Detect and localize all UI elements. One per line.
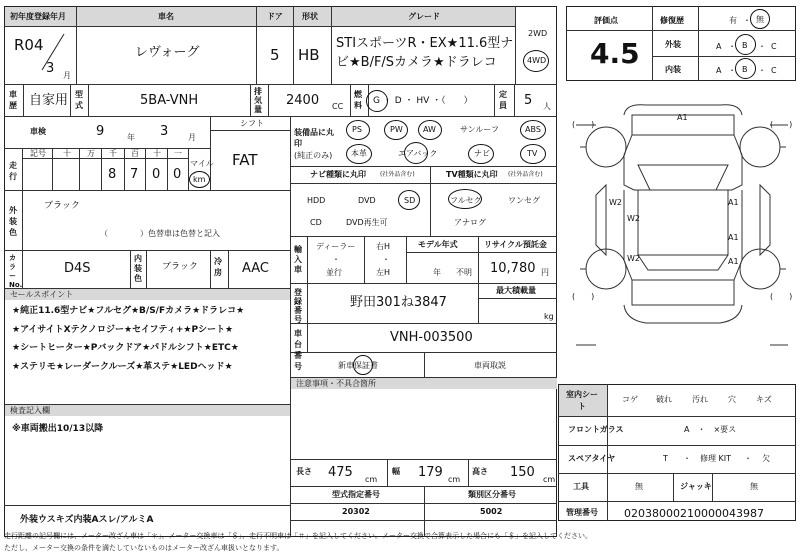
doors-label: ドア xyxy=(267,12,283,21)
class-number-label: 類別区分番号 xyxy=(468,490,516,499)
tools-label: 工具 xyxy=(573,482,589,491)
tv-type-label: TV種類に丸印 xyxy=(446,170,498,179)
usage-value: 自家用 xyxy=(29,93,69,108)
navi-cd: CD xyxy=(310,218,322,227)
grade-line-1: STIスポーツR・EX★11.6型ナ xyxy=(336,36,514,51)
capacity-value: 5 xyxy=(524,93,533,108)
displacement-label: 排気量 xyxy=(254,87,262,114)
inspection-year: 9 xyxy=(96,124,105,139)
mileage-mile: マイル xyxy=(190,159,214,168)
shape-label: 形状 xyxy=(302,12,318,21)
mileage-d6: 一 xyxy=(174,149,182,158)
mileage-digit-1: 8 xyxy=(108,167,117,182)
windshield-label: フロントガラス xyxy=(568,425,624,434)
fuel-options: G ・ D ・ HV ・（ ） xyxy=(373,96,473,106)
import-label: 輸入車 xyxy=(294,245,302,274)
inspection-month-unit: 月 xyxy=(188,133,196,142)
score-value: 4.5 xyxy=(590,37,640,70)
spare-label: スペアタイヤ xyxy=(568,454,616,463)
length-label: 長さ xyxy=(296,467,312,476)
interior-dot: ・ xyxy=(728,66,736,75)
ac-value: AAC xyxy=(242,261,269,276)
interior-c: C xyxy=(771,66,777,75)
equip-navi: ナビ xyxy=(474,149,490,158)
diagram-w2-left: W2 xyxy=(609,198,622,207)
navi-type-sub: (社外品含む) xyxy=(380,171,415,178)
bottom-note-2: ただし、メーター交換の条件を満たしていないものはメーター改ざん車扱いとなります。 xyxy=(4,544,284,552)
diagram-w2-mid: W2 xyxy=(627,214,640,223)
grade-line-2: ビ★B/F/Sカメラ★ドラレコ xyxy=(336,55,497,70)
spare-dot: ・ xyxy=(683,454,691,463)
diagram-a1-top: A1 xyxy=(677,113,688,122)
mileage-d4: 百 xyxy=(131,149,139,158)
diagram-a1-right-3: A1 xyxy=(728,257,739,266)
tools-value: 無 xyxy=(635,482,643,491)
length-unit: cm xyxy=(365,475,378,484)
reg-year-label: 初年度登録年月 xyxy=(10,12,66,21)
seat-item-3: 汚れ xyxy=(692,395,708,404)
import-dot-2: ・ xyxy=(382,255,390,264)
model-year-unit: 年 xyxy=(433,268,441,277)
car-damage-diagram xyxy=(566,95,798,375)
warranty-manual: 車両取説 xyxy=(474,361,506,370)
repair-sep: ・ xyxy=(743,16,751,25)
equip-ps: PS xyxy=(352,125,362,134)
jack-label: ジャッキ xyxy=(680,482,712,491)
seat-item-2: 破れ xyxy=(656,395,672,404)
shape-value: HB xyxy=(298,46,320,64)
ext-color-label: 外装色 xyxy=(9,206,17,237)
exterior-b: B xyxy=(742,41,748,50)
exterior-dot: ・ xyxy=(728,42,736,51)
mgmt-label: 管理番号 xyxy=(566,508,598,517)
windshield-value: A ・ ×要ス xyxy=(684,425,737,434)
sales-point-line-4: ★ステリモ★レーダークルーズ★革ステ★LEDヘッド★ xyxy=(12,362,233,372)
import-lh: 左H xyxy=(376,268,391,277)
type-designation-value: 20302 xyxy=(342,507,370,516)
equip-abs: ABS xyxy=(525,125,541,134)
diagram-bracket-tl: ( ) xyxy=(572,120,595,129)
interior-dot-2: ・ xyxy=(758,66,766,75)
mileage-kigo: 記号 xyxy=(30,149,46,158)
diagram-bracket-br: ( ) xyxy=(770,292,793,301)
sales-point-line-3: ★シートヒーター★Pバックドア★パドルシフト★ETC★ xyxy=(12,343,239,353)
mileage-digit-2: 7 xyxy=(130,167,139,182)
equipment-sub: (純正のみ) xyxy=(294,151,333,160)
seat-item-5: キズ xyxy=(756,395,772,404)
import-parallel: 並行 xyxy=(326,268,342,277)
chassis-value: VNH-003500 xyxy=(390,330,473,345)
registration-value: 野田301ね3847 xyxy=(350,295,447,310)
recycle-value: 10,780 xyxy=(490,261,536,276)
tv-type-sub: (社外品含む) xyxy=(508,171,543,178)
reg-month: 3 xyxy=(46,61,55,76)
sales-point-line-1: ★純正11.6型ナビ★フルセグ★B/S/Fカメラ★ドラレコ★ xyxy=(12,306,245,316)
reg-year: R04 xyxy=(14,36,44,54)
import-dealer: ディーラー xyxy=(316,242,356,251)
mileage-d1: 十 xyxy=(63,149,71,158)
inspection-label: 車検 xyxy=(30,127,46,136)
drive-2wd: 2WD xyxy=(528,29,548,38)
model-year-unknown: 不明 xyxy=(456,268,472,277)
notes-label: 注意事項・不具合箇所 xyxy=(296,379,376,388)
exterior-a: A xyxy=(716,42,722,51)
inspector-label: 検査記入欄 xyxy=(10,406,50,415)
navi-type-label: ナビ種類に丸印 xyxy=(310,170,366,179)
width-label: 幅 xyxy=(392,467,400,476)
type-designation-label: 型式指定番号 xyxy=(332,490,380,499)
repair-no: 無 xyxy=(756,15,764,24)
diagram-a1-right-2: A1 xyxy=(728,233,739,242)
tv-oneseg: ワンセグ xyxy=(508,196,540,205)
equip-tv: TV xyxy=(527,149,538,158)
seat-item-4: 穴 xyxy=(728,395,736,404)
capacity-label: 定員 xyxy=(499,90,507,110)
diagram-a1-right-1: A1 xyxy=(728,198,739,207)
equip-pw: PW xyxy=(390,125,403,134)
repair-label: 修復歴 xyxy=(660,16,684,25)
spare-x: 欠 xyxy=(762,454,770,463)
length-value: 475 xyxy=(328,465,353,480)
equip-airbag: エアバック xyxy=(398,149,438,158)
interior-color-label: 内装色 xyxy=(134,254,142,283)
interior-color-value: ブラック xyxy=(162,262,198,272)
navi-hdd: HDD xyxy=(307,196,326,205)
seat-item-1: コゲ xyxy=(622,395,638,404)
width-value: 179 xyxy=(418,465,443,480)
model-value: 5BA-VNH xyxy=(140,93,199,108)
interior-a: A xyxy=(716,66,722,75)
shift-value: FAT xyxy=(232,151,258,169)
shift-label: シフト xyxy=(240,119,264,128)
drive-4wd: 4WD xyxy=(527,56,547,65)
diagram-w2-mid2: W2 xyxy=(627,254,640,263)
mileage-d3: 千 xyxy=(109,149,117,158)
equip-sunroof: サンルーフ xyxy=(460,125,499,134)
displacement-value: 2400 xyxy=(286,93,320,108)
exterior-c: C xyxy=(771,42,777,51)
diagram-bracket-bl: ( ) xyxy=(572,292,595,301)
capacity-unit: 人 xyxy=(543,102,551,111)
mileage-label: 走行 xyxy=(9,161,17,181)
doors-value: 5 xyxy=(270,46,280,64)
ext-color-paren: （ ）色替車は色替と記入 xyxy=(100,229,220,238)
sales-point-label: セールスポイント xyxy=(10,290,74,299)
navi-dvd: DVD xyxy=(358,196,376,205)
exterior-label: 外装 xyxy=(665,40,681,49)
color-no-value: D4S xyxy=(64,261,91,276)
car-name: レヴォーグ xyxy=(135,45,200,60)
height-unit: cm xyxy=(543,475,556,484)
exterior-dot-2: ・ xyxy=(758,42,766,51)
inspection-month: 3 xyxy=(160,124,169,139)
reg-month-unit: 月 xyxy=(63,71,71,80)
inspector-note: ※車両搬出10/13以降 xyxy=(12,424,104,434)
ac-label: 冷房 xyxy=(214,257,222,277)
recycle-unit: 円 xyxy=(541,268,549,277)
mileage-km: km xyxy=(193,175,206,184)
mgmt-value: 02038000210000043987 xyxy=(624,507,764,520)
mileage-digit-3: 0 xyxy=(152,167,161,182)
spare-t: T xyxy=(663,454,668,463)
recycle-label: リサイクル預託金 xyxy=(484,240,547,249)
import-dot: ・ xyxy=(332,255,340,264)
max-load-label: 最大積載量 xyxy=(496,286,536,295)
grade-label: グレード xyxy=(408,12,440,21)
import-rh: 右H xyxy=(376,242,391,251)
diagram-bracket-tr: ( ) xyxy=(770,120,793,129)
model-year-label: モデル年式 xyxy=(418,240,458,249)
tv-fullseg: フルセグ xyxy=(450,196,482,205)
sales-point-line-2: ★アイサイトXテクノロジー★セイフティ+★Pシート★ xyxy=(12,325,234,335)
navi-sd: SD xyxy=(404,196,416,205)
footer-note: 外装ウスキズ内装Aスレ/アルミA xyxy=(20,515,154,525)
usage-label: 車歴 xyxy=(9,90,17,110)
height-value: 150 xyxy=(510,465,535,480)
seat-label: 室内シート xyxy=(566,390,598,411)
interior-b: B xyxy=(742,65,748,74)
mileage-d2: 万 xyxy=(87,149,95,158)
max-load-unit: kg xyxy=(544,312,554,321)
score-label: 評価点 xyxy=(594,16,618,25)
tv-analog: アナログ xyxy=(454,218,486,227)
model-label: 型式 xyxy=(75,90,83,110)
equipment-label: 装備品に丸印 xyxy=(294,128,334,148)
mileage-d5: 十 xyxy=(153,149,161,158)
jack-value: 無 xyxy=(750,482,758,491)
mileage-digit-4: 0 xyxy=(173,167,182,182)
interior-label: 内装 xyxy=(665,65,681,74)
ext-color-value: ブラック xyxy=(44,201,80,211)
name-label: 車名 xyxy=(158,12,174,21)
chassis-label: 車台番号 xyxy=(294,329,302,371)
warranty-new: 新車保証書 xyxy=(338,361,378,370)
spare-kit: 修理 KIT xyxy=(700,454,732,463)
equip-leather: 本革 xyxy=(351,149,367,158)
fuel-label: 燃料 xyxy=(354,90,362,110)
color-no-label: カラーNo. xyxy=(9,254,23,289)
height-label: 高さ xyxy=(472,467,488,476)
width-unit: cm xyxy=(448,475,461,484)
cc-unit: CC xyxy=(332,102,344,111)
class-number-value: 5002 xyxy=(480,507,503,516)
inspection-year-unit: 年 xyxy=(127,133,135,142)
repair-yes: 有 xyxy=(729,16,737,25)
equip-aw: AW xyxy=(423,125,436,134)
registration-label: 登録番号 xyxy=(294,288,302,324)
bottom-note-1: 走行距離の記号欄には、メーター改ざん車は「＊」、メーター交換車は「＄」、走行不明車は「＃」を記入してください。メーター交換で合算表示した場合にも「＄」を記入してください。 xyxy=(4,532,592,540)
navi-dvd-play: DVD再生可 xyxy=(346,218,388,227)
spare-dot-2: ・ xyxy=(744,454,752,463)
